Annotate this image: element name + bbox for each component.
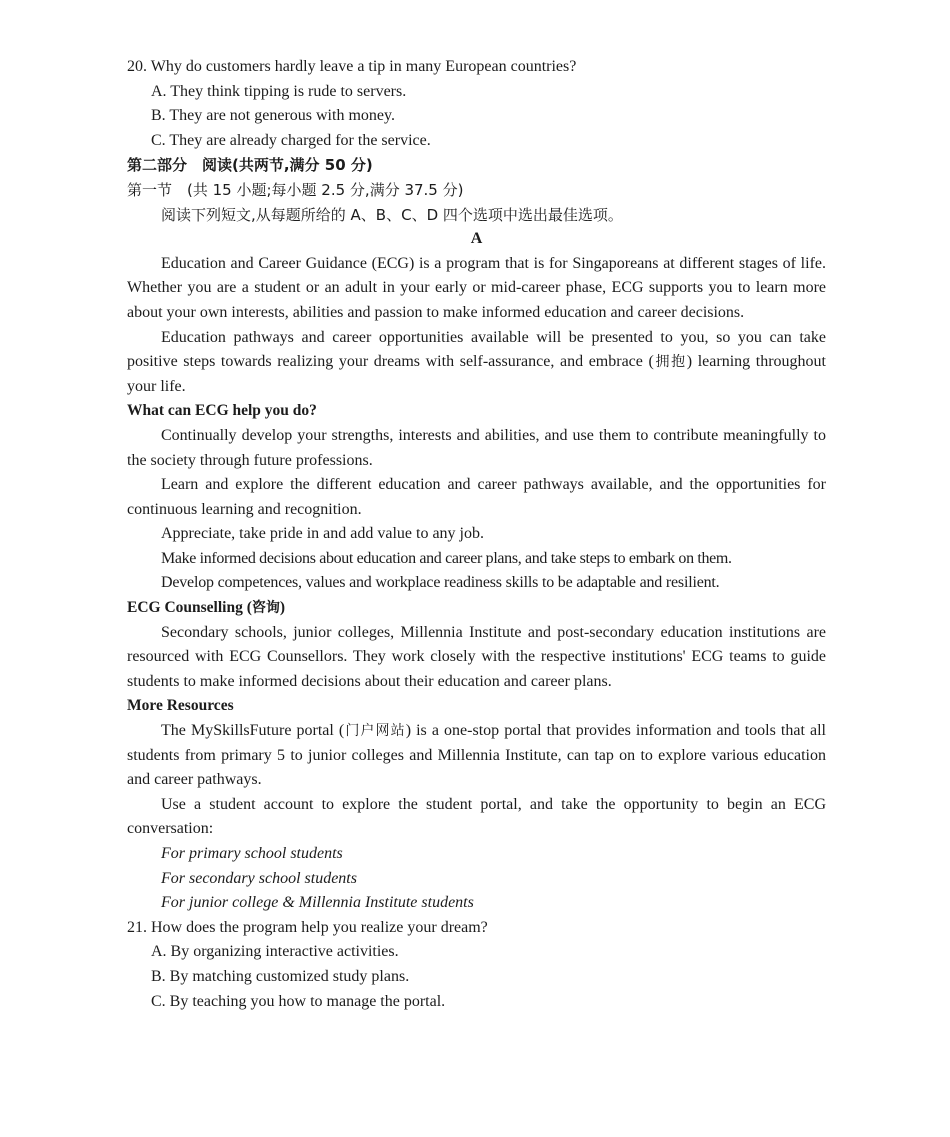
student-link-primary: For primary school students <box>161 845 343 862</box>
help-item: Make informed decisions about education and career plans, and take steps to embark on them. <box>161 549 732 567</box>
question-21-option-c: C. By teaching you how to manage the portal. <box>151 992 446 1010</box>
help-item: Appreciate, take pride in and add value to any job. <box>161 525 484 543</box>
counselling-heading-text: ECG Counselling <box>127 599 243 617</box>
student-link-junior-college: For junior college & Millennia Institute students <box>161 894 474 912</box>
page-content <box>127 55 826 1045</box>
question-20-option-c: C. They are already charged for the service. <box>151 131 431 149</box>
heading-ecg-counselling: ECG Counselling (咨询) <box>127 599 286 617</box>
question-20-option-a: A. They think tipping is rude to servers. <box>151 82 407 100</box>
paragraph-2-text-end: ) learning throughout your life. <box>127 353 826 395</box>
passage-paragraph-2 <box>127 326 826 400</box>
passage-paragraph-1: Education and Career Guidance (ECG) is a program that is for Singaporeans at different stages of life. Whether you are a student or an adult in your early or mid-career phase, ECG supports you to learn more about your own interests, abilities and passion to make informed education and career decisions. <box>127 254 826 321</box>
resources-text-start: The MySkillsFuture portal ( <box>161 722 345 740</box>
student-account-paragraph: Use a student account to explore the student portal, and take the opportunity to begin an ECG conversation: <box>127 795 826 838</box>
question-21-stem: 21. How does the program help you realize your dream? <box>127 918 488 936</box>
gloss-portal: 门户网站 <box>344 723 406 740</box>
reading-instruction: 阅读下列短文,从每题所给的 A、B、C、D 四个选项中选出最佳选项。 <box>161 205 623 224</box>
gloss-embrace: 拥抱 <box>653 354 687 371</box>
counselling-paragraph: Secondary schools, junior colleges, Millennia Institute and post-secondary education institutions are resourced with ECG Counsellors. They work closely with the respective institutions' ECG teams to guide students to make informed decisions about their education and career plans. <box>127 623 826 690</box>
resources-paragraph <box>127 719 826 793</box>
resources-text-end: ) is a one-stop portal that provides information and tools that all students from primary 5 to junior colleges and Millennia Institute, can tap on to explore various education and career pathways. <box>127 722 826 789</box>
gloss-counselling: 咨询 <box>251 600 280 617</box>
question-20-option-b: B. They are not generous with money. <box>151 107 395 125</box>
heading-what-can-ecg-help: What can ECG help you do? <box>127 402 317 420</box>
question-21-option-a: A. By organizing interactive activities. <box>151 943 399 961</box>
question-20-stem: 20. Why do customers hardly leave a tip in many European countries? <box>127 58 577 75</box>
question-21-option-b: B. By matching customized study plans. <box>151 967 410 985</box>
part-two-heading: 第二部分 阅读(共两节,满分 50 分) <box>127 156 373 175</box>
section-one-heading: 第一节 (共 15 小题;每小题 2.5 分,满分 37.5 分) <box>127 180 464 199</box>
student-link-secondary: For secondary school students <box>161 869 357 887</box>
paragraph-2-text-start: Education pathways and career opportunities available will be presented to you, so you can take positive steps towards realizing your dreams with self-assurance, and embrace ( <box>127 328 826 371</box>
heading-more-resources: More Resources <box>127 697 234 715</box>
help-item: Develop competences, values and workplace readiness skills to be adaptable and resilient. <box>161 574 720 592</box>
passage-label: A <box>470 230 483 248</box>
help-item: Learn and explore the different education and career pathways available, and the opportunities for continuous learning and recognition. <box>127 476 826 518</box>
help-item: Continually develop your strengths, interests and abilities, and use them to contribute meaningfully to the society through future professions. <box>127 426 826 469</box>
